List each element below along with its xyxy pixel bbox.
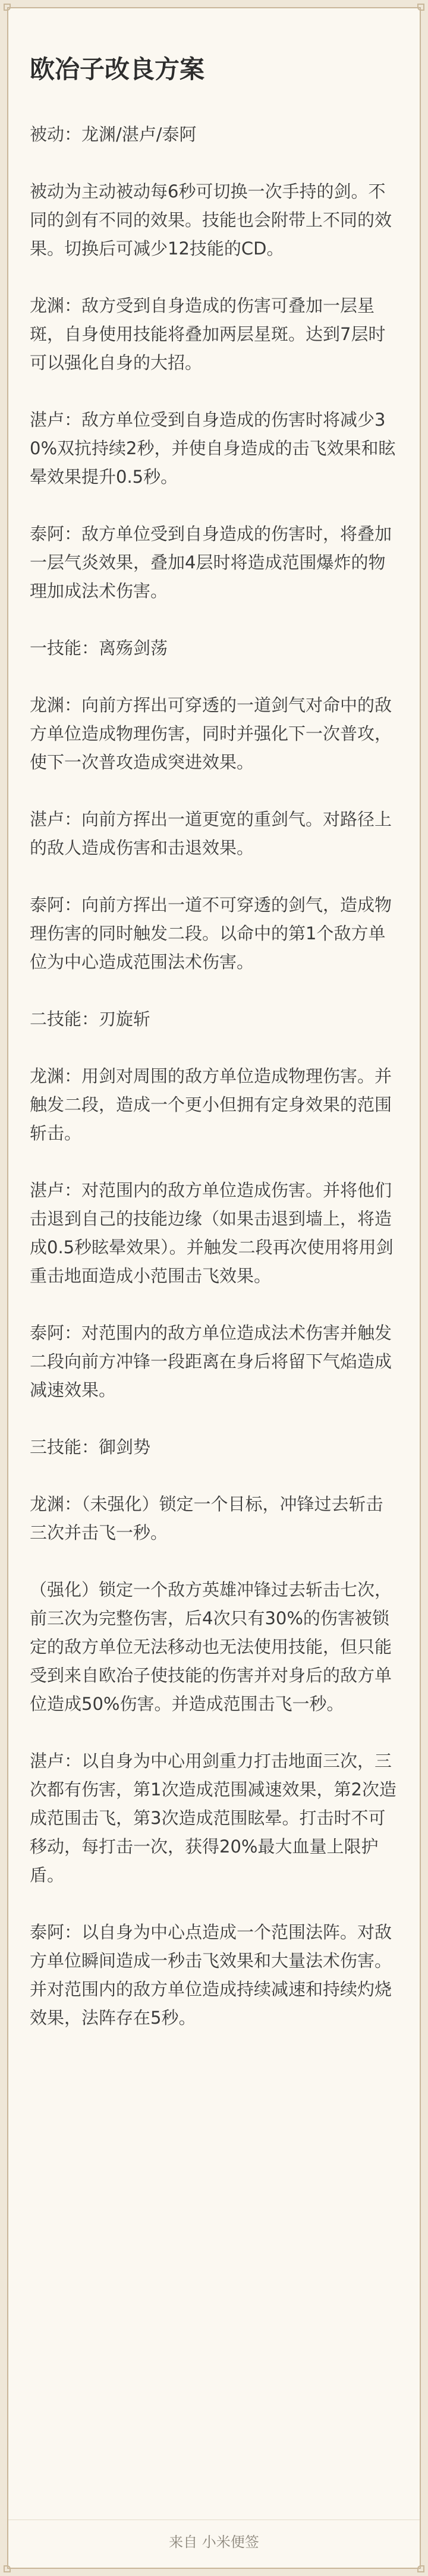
paragraph: 龙渊：向前方挥出可穿透的一道剑气对命中的敌方单位造成物理伤害，同时并强化下一次普攻，使下一次普攻造成突进效果。 [30,695,392,773]
note-frame [7,7,421,2569]
paragraph: 被动：龙渊/湛卢/泰阿 [30,124,197,145]
paragraph: 湛卢：向前方挥出一道更宽的重剑气。对路径上的敌人造成伤害和击退效果。 [30,809,392,858]
paragraph: 被动为主动被动每6秒可切换一次手持的剑。不同的剑有不同的效果。技能也会附带上不同的效果。切换后可减少12技能的CD。 [30,181,392,259]
paragraph-list [30,120,398,2032]
paragraph: 湛卢：对范围内的敌方单位造成伤害。并将他们击退到自己的技能边缘（如果击退到墙上，将造成0.5秒眩晕效果）。并触发二段再次使用将用剑重击地面造成小范围击飞效果。 [30,1180,394,1287]
paragraph: 二技能：刃旋斩 [30,1009,151,1030]
paragraph: 一技能：离殇剑荡 [30,638,168,659]
paragraph: 泰阿：敌方单位受到自身造成的伤害时，将叠加一层气炎效果，叠加4层时将造成范围爆炸的物理加成法术伤害。 [30,524,392,602]
paragraph: 三技能：御剑势 [30,1437,151,1458]
corner-ornament [417,4,424,11]
paragraph: 龙渊：用剑对周围的敌方单位造成物理伤害。并触发二段，造成一个更小但拥有定身效果的范围斩击。 [30,1066,392,1144]
paragraph: 湛卢：敌方单位受到自身造成的伤害时将减少30%双抗持续2秒，并使自身造成的击飞效果和眩晕效果提升0.5秒。 [30,410,396,487]
note-content [30,55,398,2061]
paragraph: 泰阿：以自身为中心点造成一个范围法阵。对敌方单位瞬间造成一秒击飞效果和大量法术伤害。并对范围内的敌方单位造成持续减速和持续灼烧效果，法阵存在5秒。 [30,1922,392,2028]
paragraph: （强化）锁定一个敌方英雄冲锋过去斩击七次，前三次为完整伤害，后4次只有30%的伤害被锁定的敌方单位无法移动也无法使用技能，但只能受到来自欧冶子使技能的伤害并对身后的敌方单位造成50%伤害。并造成范围击飞一秒。 [30,1580,392,1715]
corner-ornament [4,2565,11,2572]
paragraph: 湛卢：以自身为中心用剑重力打击地面三次，三次都有伤害，第1次造成范围减速效果，第2次造成范围击飞，第3次造成范围眩晕。打击时不可移动，每打击一次，获得20%最大血量上限护盾。 [30,1751,396,1886]
note-title: 欧冶子改良方案 [30,55,205,84]
paragraph: 龙渊：敌方受到自身造成的伤害可叠加一层星斑，自身使用技能将叠加两层星斑。达到7层时可以强化自身的大招。 [30,295,386,373]
footer-source: 来自 小米便签 [169,2534,259,2550]
corner-ornament [4,4,11,11]
paragraph: 泰阿：向前方挥出一道不可穿透的剑气，造成物理伤害的同时触发二段。以命中的第1个敌方单位为中心造成范围法术伤害。 [30,895,392,973]
paragraph: 龙渊：（未强化）锁定一个目标，冲锋过去斩击三次并击飞一秒。 [30,1494,383,1543]
corner-ornament [417,2565,424,2572]
paragraph: 泰阿：对范围内的敌方单位造成法术伤害并触发二段向前方冲锋一段距离在身后将留下气焰造成减速效果。 [30,1323,392,1401]
